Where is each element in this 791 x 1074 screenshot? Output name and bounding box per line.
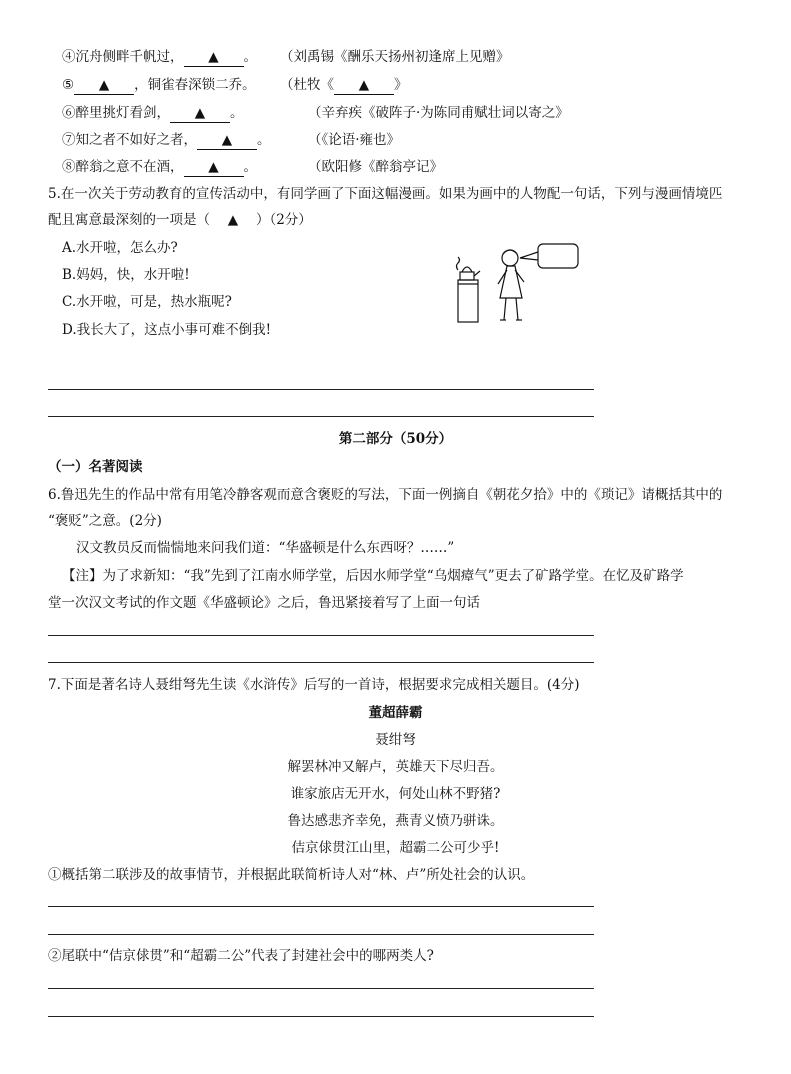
answer-line[interactable] xyxy=(48,662,594,663)
answer-line[interactable] xyxy=(48,635,594,636)
recite-source-4: （刘禹锡《酬乐天扬州初逢席上见赠》 xyxy=(280,49,510,65)
part-title: 第二部分（50分） xyxy=(338,431,453,447)
poem-line-2: 谁家旅店无开水，何处山林不野猪? xyxy=(290,786,501,802)
q5-stem-line1: 5.在一次关于劳动教育的宣传活动中，有同学画了下面这幅漫画。如果为画中的人物配一句话，下列与漫画情境匹 xyxy=(48,186,723,202)
q6-note-line1: 【注】为了求新知：“我”先到了江南水师学堂，后因水师学堂“乌烟瘴气”更去了矿路学堂。在忆及矿路学 xyxy=(62,568,684,584)
q5-stem-line2: 配且寓意最深刻的一项是（ ▲ ）（2分） xyxy=(48,212,312,228)
recite-source-7: （《论语·雍也》 xyxy=(308,132,401,148)
answer-line[interactable] xyxy=(48,934,594,935)
poem-title: 董超薛霸 xyxy=(368,705,423,721)
answer-line[interactable] xyxy=(48,1016,594,1017)
q5-option-b[interactable]: B.妈妈，快，水开啦! xyxy=(62,267,190,283)
poem-author: 聂绀弩 xyxy=(375,732,416,748)
recite-line-5: ⑤ ▲ ，铜雀春深锁二乔。 xyxy=(62,77,256,93)
q6-stem-line2: “褒贬”之意。(2分) xyxy=(48,513,162,529)
answer-line[interactable] xyxy=(48,416,594,417)
recite-source-6: （辛弃疾《破阵子·为陈同甫赋壮词以寄之》 xyxy=(308,105,569,121)
answer-blank[interactable]: ▲ xyxy=(74,76,134,95)
answer-blank[interactable]: ▲ xyxy=(184,158,244,177)
answer-blank[interactable]: ▲ xyxy=(334,76,394,95)
recite-line-8: ⑧醉翁之意不在酒， ▲ 。 xyxy=(62,159,257,175)
q6-quote: 汉文教员反而惴惴地来问我们道：“华盛顿是什么东西呀？……” xyxy=(76,540,455,556)
section-heading: （一）名著阅读 xyxy=(48,459,143,475)
recite-source-8: （欧阳修《醉翁亭记》 xyxy=(308,159,443,175)
answer-blank[interactable]: ▲ xyxy=(197,131,257,150)
cartoon-illustration xyxy=(440,238,585,328)
q7-sub-question-1: ①概括第二联涉及的故事情节，并根据此联简析诗人对“林、卢”所处社会的认识。 xyxy=(48,867,535,883)
answer-blank[interactable]: ▲ xyxy=(170,104,230,123)
poem-line-3: 鲁达感悲齐幸免，燕青义愤乃骈诛。 xyxy=(287,813,504,829)
answer-blank[interactable]: ▲ xyxy=(184,48,244,67)
recite-line-4: ④沉舟侧畔千帆过， ▲ 。 xyxy=(62,49,257,65)
answer-line[interactable] xyxy=(48,988,594,989)
poem-line-1: 解罢林冲又解卢，英雄天下尽归吾。 xyxy=(287,759,504,775)
q5-option-a[interactable]: A.水开啦，怎么办? xyxy=(62,240,178,256)
q6-note-line2: 堂一次汉文考试的作文题《华盛顿论》之后，鲁迅紧接着写了上面一句话 xyxy=(48,595,480,611)
answer-line[interactable] xyxy=(48,389,594,390)
recite-line-6: ⑥醉里挑灯看剑， ▲ 。 xyxy=(62,105,244,121)
recite-source-5: （杜牧《 ▲ 》 xyxy=(280,77,408,93)
q5-option-c[interactable]: C.水开啦，可是，热水瓶呢? xyxy=(62,294,232,310)
recite-line-7: ⑦知之者不如好之者， ▲ 。 xyxy=(62,132,271,148)
q6-stem-line1: 6.鲁迅先生的作品中常有用笔冷静客观而意含褒贬的写法，下面一例摘自《朝花夕拾》中的《琐记》请概括其中的 xyxy=(48,487,723,503)
q5-option-d[interactable]: D.我长大了，这点小事可难不倒我! xyxy=(62,322,272,338)
q7-sub-question-2: ②尾联中“佶京俅贯”和“超霸二公”代表了封建社会中的哪两类人? xyxy=(48,948,434,964)
q7-intro: 7.下面是著名诗人聂绀弩先生读《水浒传》后写的一首诗，根据要求完成相关题目。(4分) xyxy=(48,677,580,693)
answer-line[interactable] xyxy=(48,906,594,907)
poem-line-4: 佶京俅贯江山里，超霸二公可少乎! xyxy=(291,840,500,856)
